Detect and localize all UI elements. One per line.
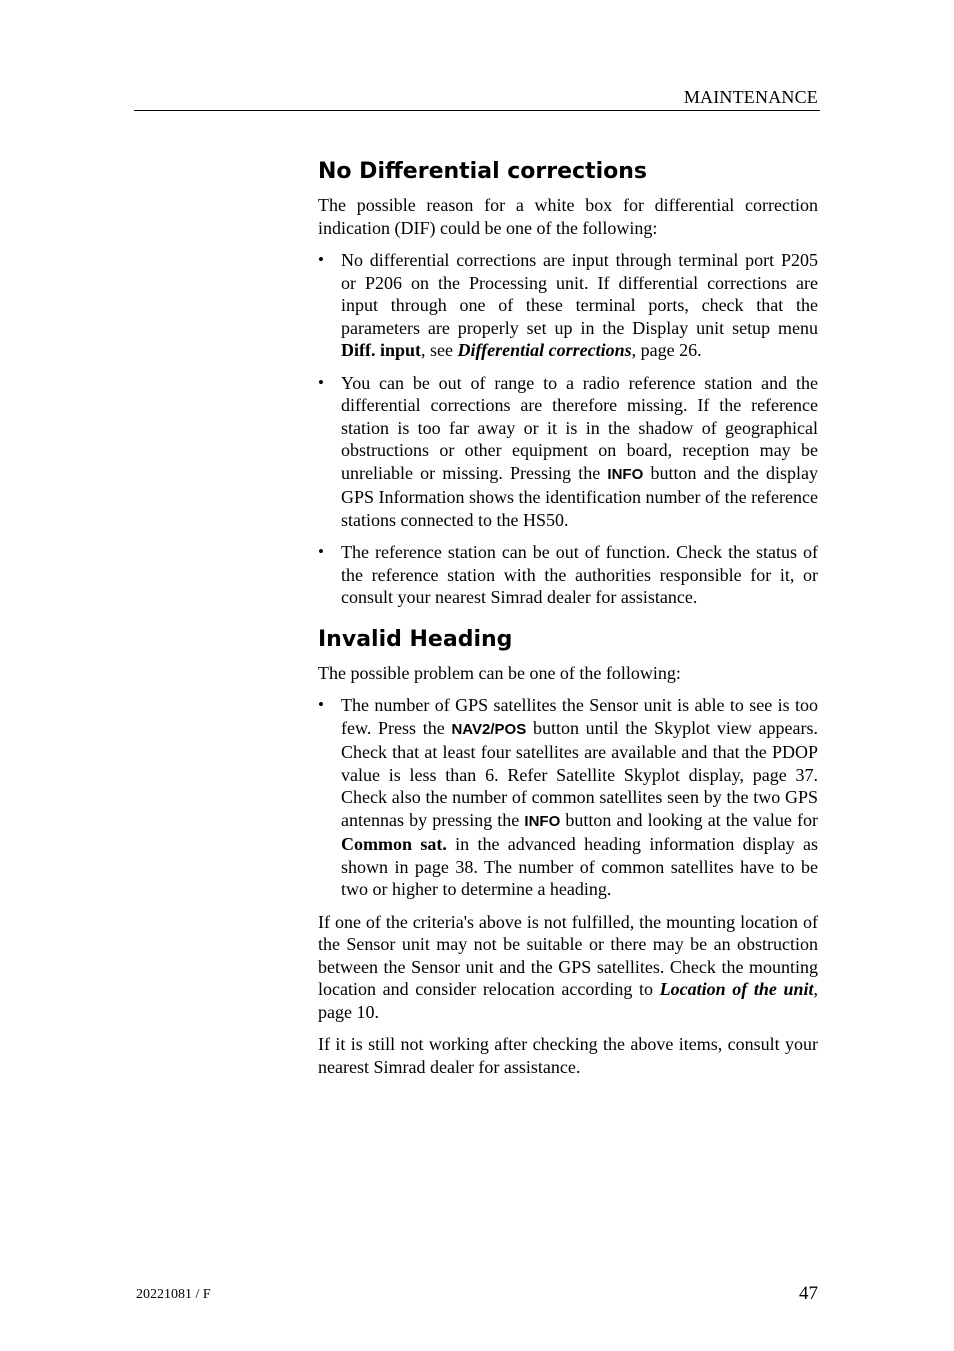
text-run: You can be out of range to a radio reference station and the differential corrections are therefore missing. If the reference station is too far away or it is in the shadow of geographical obstructions or other equipment on board, reception may be unreliable or missing. Pressing the <box>341 372 818 483</box>
page-body <box>318 158 818 1088</box>
page-number: 47 <box>799 1283 818 1304</box>
section2-paragraph-mounting <box>318 911 818 1024</box>
section1-bullet-list <box>318 249 818 609</box>
text-run: button until the Skyplot view appears. Check that at least four satellites are available and that the PDOP value is less than 6. Refer Satellite Skyplot display, page 37. Check also the number of common satellites seen by the two GPS antennas by pressing the <box>341 717 818 830</box>
cross-reference-location-of-the-unit: Location of the unit <box>659 979 814 999</box>
section-heading-no-differential-corrections: No Differential corrections <box>318 159 648 184</box>
text-run: If one of the criteria's above is not fulfilled, the mounting location of the Sensor unit may not be suitable or there may be an obstruction between the Sensor unit and the GPS satellites. Check the mounting location and consider relocation according to <box>318 911 818 999</box>
key-label-info: INFO <box>607 465 644 483</box>
list-item: • The reference station can be out of function. Check the status of the reference station with the authorities responsible for it, or consult your nearest Simrad dealer for assistance. <box>318 541 818 609</box>
text-run: , see <box>421 340 458 360</box>
text-run: in the advanced heading information display as shown in page 38. The number of common satellites have to be two or higher to determine a heading. <box>341 834 818 899</box>
menu-item-diff-input: Diff. input <box>341 340 422 360</box>
key-label-info: INFO <box>524 812 561 830</box>
chapter-title: MAINTENANCE <box>683 87 818 107</box>
text-run: No differential corrections are input through terminal port P205 or P206 on the Processing unit. If differential corrections are input through one of these terminal ports, check that the parameters are properly set up in the Display unit setup menu <box>341 250 818 338</box>
text-run: button and looking at the value for <box>560 809 818 830</box>
cross-reference-differential-corrections: Differential corrections <box>457 340 632 360</box>
section2-paragraph-consult: If it is still not working after checking the above items, consult your nearest Simrad dealer for assistance. <box>318 1034 818 1077</box>
text-run: , page 10. <box>318 979 818 1022</box>
running-header <box>134 86 820 111</box>
field-name-common-sat: Common sat. <box>341 834 447 854</box>
section2-intro: The possible problem can be one of the following: <box>318 662 681 683</box>
text-run: button and the display GPS Information shows the identification number of the reference stations connected to the HS50. <box>341 462 819 530</box>
key-label-nav2-pos: NAV2/POS <box>451 720 527 738</box>
section2-bullet-list <box>318 694 818 901</box>
section-heading-invalid-heading: Invalid Heading <box>318 626 513 652</box>
list-item <box>318 694 818 901</box>
list-item <box>318 372 818 532</box>
document-number: 20221081 / F <box>136 1287 211 1302</box>
list-item <box>318 249 818 362</box>
text-run: The number of GPS satellites the Sensor unit is able to see is too few. Press the <box>341 695 818 738</box>
section1-intro: The possible reason for a white box for differential correction indication (DIF) could be one of the following: <box>318 195 818 238</box>
text-run: , page 26. <box>631 340 702 360</box>
